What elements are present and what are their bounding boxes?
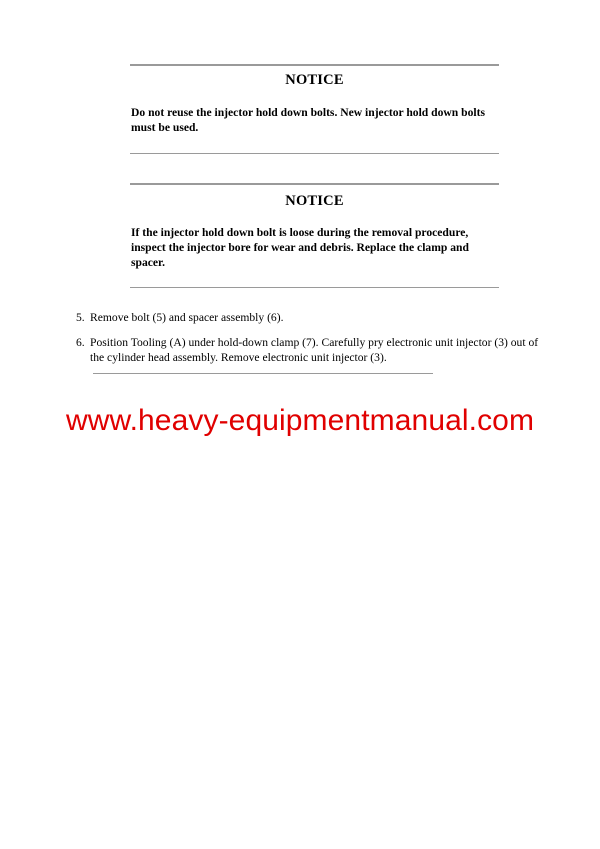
notice1-bottom-rule bbox=[130, 153, 499, 154]
notice2-body: If the injector hold down bolt is loose during the removal procedure, inspect the injector bore for wear and debris. Replace the clamp and spacer. bbox=[131, 226, 469, 269]
notice1-body: Do not reuse the injector hold down bolts. New injector hold down bolts must be used. bbox=[131, 106, 485, 134]
notice1-title: NOTICE bbox=[285, 72, 344, 88]
notice2-title: NOTICE bbox=[285, 193, 344, 209]
notice2-top-rule bbox=[130, 183, 499, 185]
step-5 bbox=[76, 310, 546, 325]
watermark-url: www.heavy-equipmentmanual.com bbox=[65, 404, 535, 437]
steps-divider bbox=[93, 373, 433, 374]
notice2-bottom-rule bbox=[130, 287, 499, 288]
step-number: 6. bbox=[76, 336, 85, 349]
step-number: 5. bbox=[76, 311, 85, 324]
step-6 bbox=[76, 335, 546, 365]
notice1-top-rule bbox=[130, 64, 499, 66]
step-text: Position Tooling (A) under hold-down clamp (7). Carefully pry electronic unit injector (3) out of the cylinder head assembly. Remove electronic unit injector (3). bbox=[90, 336, 539, 364]
step-text: Remove bolt (5) and spacer assembly (6). bbox=[90, 311, 284, 324]
